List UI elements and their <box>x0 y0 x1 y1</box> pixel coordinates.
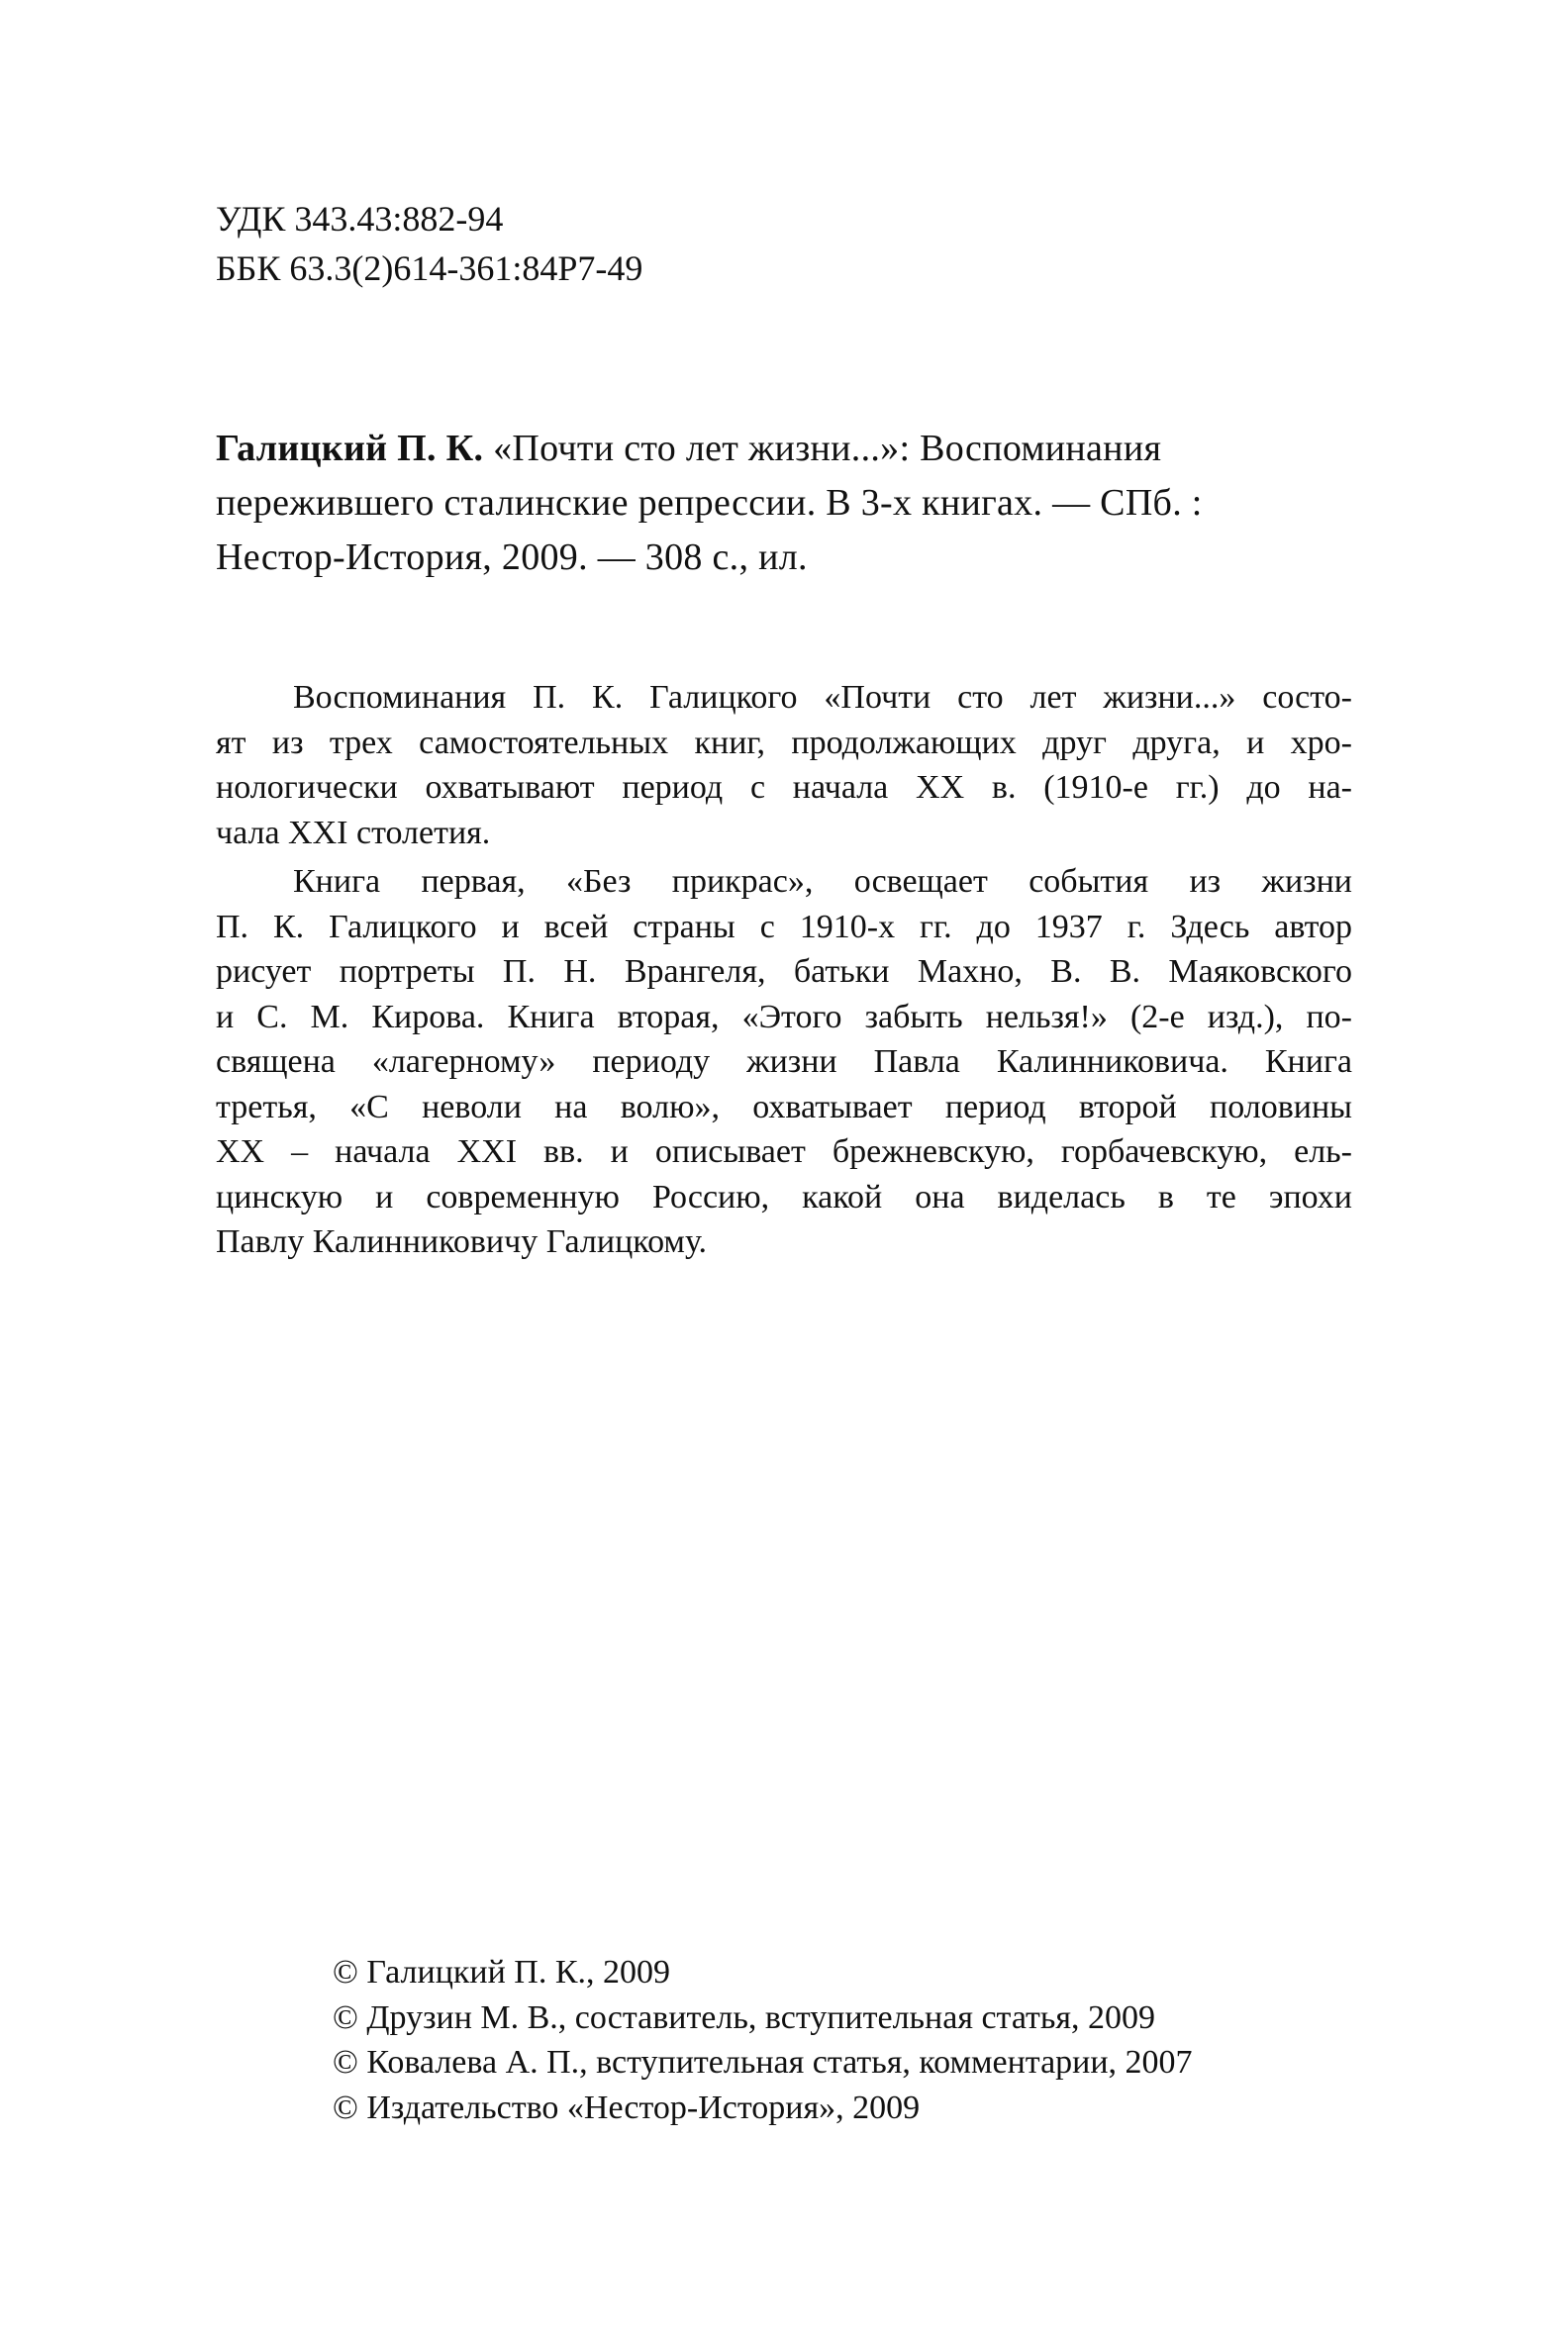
annotation-line: ят из трех самостоятельных книг, продолжающих друг друга, и хро- <box>216 724 1352 761</box>
annotation-line: и С. М. Кирова. Книга вторая, «Этого забыть нельзя!» (2-е изд.), по- <box>216 998 1352 1035</box>
udk-code: УДК 343.43:882-94 <box>216 199 504 239</box>
classification-codes <box>216 194 642 293</box>
citation-line-3: Нестор-История, 2009. — 308 с., ил. <box>216 536 808 578</box>
annotation-line: третья, «С неволи на волю», охватывает период второй половины <box>216 1088 1352 1125</box>
copyright-line: © Издательство «Нестор-История», 2009 <box>333 2089 921 2126</box>
copyright-block <box>333 1950 1193 2130</box>
annotation-paragraph-2 <box>216 859 1352 1265</box>
annotation-line: чала XXI столетия. <box>216 814 491 851</box>
citation-author: Галицкий П. К. <box>216 428 484 469</box>
annotation-line: нологически охватывают период с начала XX в. (1910-е гг.) до на- <box>216 769 1352 806</box>
annotation-line: Павлу Калинниковичу Галицкому. <box>216 1223 708 1260</box>
annotation-line: П. К. Галицкого и всей страны с 1910-х гг. до 1937 г. Здесь автор <box>216 908 1352 945</box>
citation-line-2: пережившего сталинские репрессии. В 3-х книгах. — СПб. : <box>216 482 1203 524</box>
copyright-line: © Ковалева А. П., вступительная статья, комментарии, 2007 <box>333 2044 1193 2081</box>
annotation-line: священа «лагерному» периоду жизни Павла Калинниковича. Книга <box>216 1043 1352 1080</box>
annotation-line: Воспоминания П. К. Галицкого «Почти сто лет жизни...» состо- <box>293 679 1352 716</box>
annotation <box>216 675 1352 1265</box>
copyright-line: © Друзин М. В., составитель, вступительная статья, 2009 <box>333 1998 1156 2036</box>
annotation-line: XX – начала XXI вв. и описывает брежневскую, горбачевскую, ель- <box>216 1133 1352 1170</box>
annotation-paragraph-1 <box>216 675 1352 855</box>
annotation-line: рисует портреты П. Н. Врангеля, батьки Махно, В. В. Маяковского <box>216 953 1352 990</box>
annotation-line: цинскую и современную Россию, какой она виделась в те эпохи <box>216 1178 1352 1216</box>
citation-title: «Почти сто лет жизни...»: Воспоминания <box>483 428 1162 469</box>
bibliographic-citation <box>216 422 1364 585</box>
bbk-code: ББК 63.3(2)614-361:84Р7-49 <box>216 248 643 288</box>
citation-line-1 <box>216 422 1364 476</box>
copyright-line: © Галицкий П. К., 2009 <box>333 1954 671 1991</box>
annotation-line: Книга первая, «Без прикрас», освещает события из жизни <box>293 863 1352 900</box>
